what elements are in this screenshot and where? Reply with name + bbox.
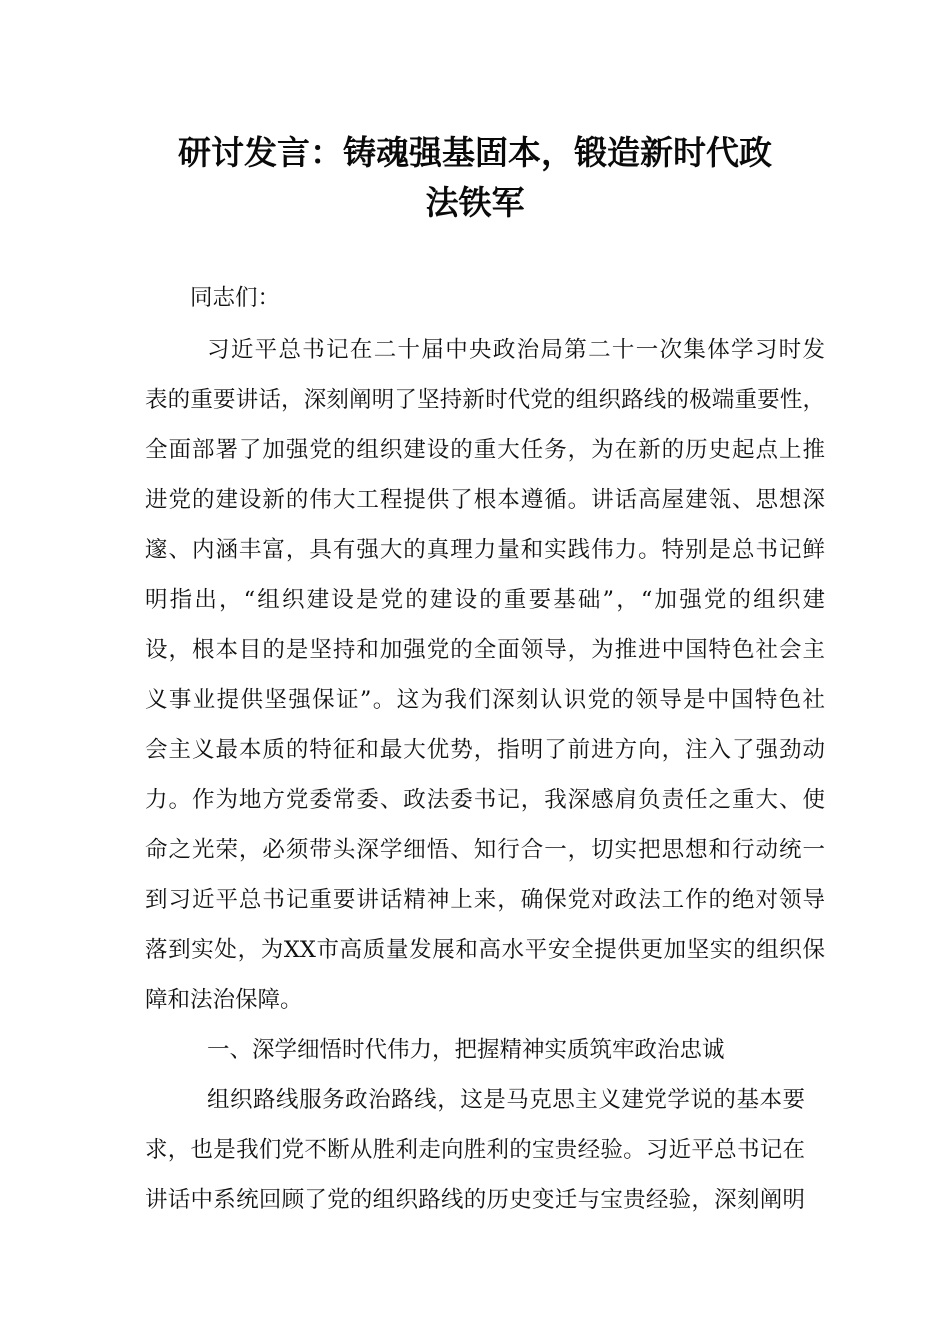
document-title-line-1: 研讨发言：铸魂强基固本，锻造新时代政	[178, 133, 772, 172]
paragraph-line: 求，也是我们党不断从胜利走向胜利的宝贵经验。习近平总书记在	[145, 1137, 805, 1163]
salutation: 同志们：	[190, 285, 281, 311]
paragraph-line: 义事业提供坚强保证”。这为我们深刻认识党的领导是中国特色社	[145, 687, 825, 713]
paragraph-line: 全面部署了加强党的组织建设的重大任务，为在新的历史起点上推	[145, 437, 825, 463]
document-title-line-2: 法铁军	[425, 183, 525, 222]
section-heading: 一、深学细悟时代伟力，把握精神实质筑牢政治忠诚	[207, 1037, 725, 1063]
paragraph-line: 命之光荣，必须带头深学细悟、知行合一，切实把思想和行动统一	[145, 837, 825, 863]
paragraph-line: 表的重要讲话，深刻阐明了坚持新时代党的组织路线的极端重要性，	[145, 387, 825, 413]
paragraph-line: 会主义最本质的特征和最大优势，指明了前进方向，注入了强劲动	[145, 737, 825, 763]
paragraph-line: 邃、内涵丰富，具有强大的真理力量和实践伟力。特别是总书记鲜	[145, 537, 825, 563]
paragraph-line: 障和法治保障。	[145, 987, 303, 1013]
paragraph-line: 明指出，“组织建设是党的建设的重要基础”，“加强党的组织建	[145, 587, 825, 613]
paragraph-line: 习近平总书记在二十届中央政治局第二十一次集体学习时发	[207, 337, 825, 363]
paragraph-line: 落到实处，为XX市高质量发展和高水平安全提供更加坚实的组织保	[145, 937, 825, 963]
paragraph-line: 讲话中系统回顾了党的组织路线的历史变迁与宝贵经验，深刻阐明	[145, 1187, 805, 1213]
paragraph-line: 进党的建设新的伟大工程提供了根本遵循。讲话高屋建瓴、思想深	[145, 487, 825, 513]
paragraph-line: 设，根本目的是坚持和加强党的全面领导，为推进中国特色社会主	[145, 637, 825, 663]
paragraph-line: 到习近平总书记重要讲话精神上来，确保党对政法工作的绝对领导	[145, 887, 825, 913]
paragraph-line: 组织路线服务政治路线，这是马克思主义建党学说的基本要	[207, 1087, 805, 1113]
paragraph-line: 力。作为地方党委常委、政法委书记，我深感肩负责任之重大、使	[145, 787, 825, 813]
